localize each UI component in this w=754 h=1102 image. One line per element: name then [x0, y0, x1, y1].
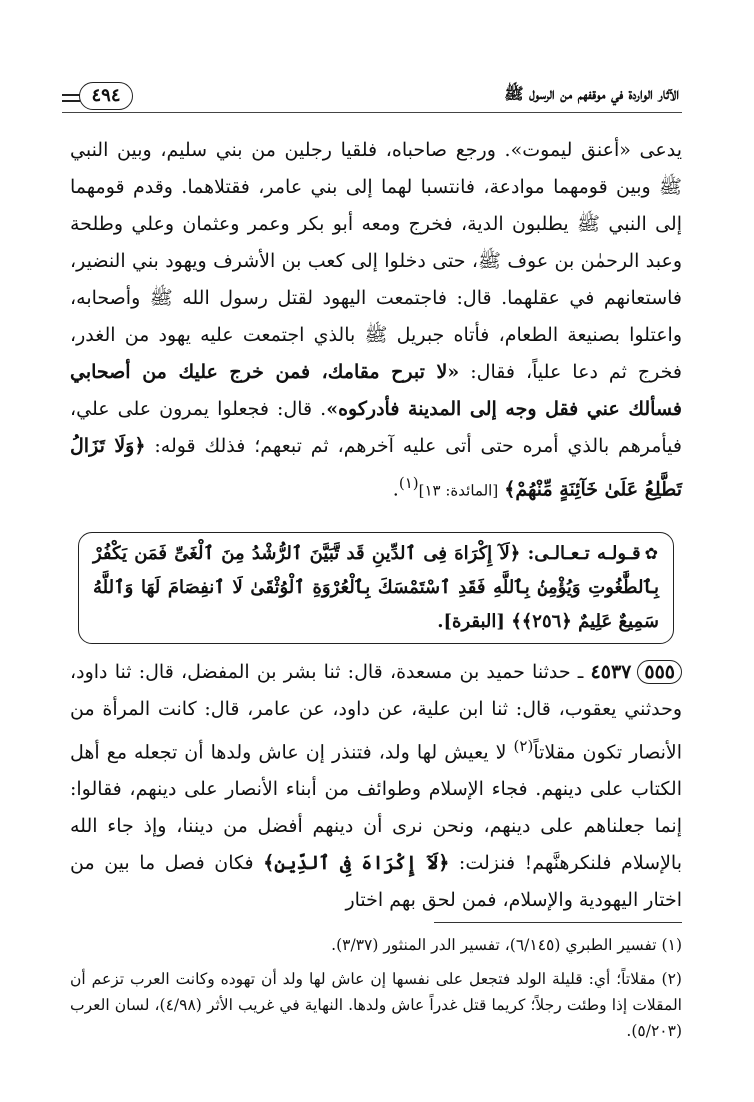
- header-divider: [62, 112, 682, 113]
- footnote-text: تفسير الطبري (٦/١٤٥)، تفسير الدر المنثور (٣/٣٧).: [331, 936, 657, 954]
- verse-heading-box: [78, 532, 674, 644]
- footnotes: [70, 932, 682, 1052]
- page-number: ٤٩٤: [79, 82, 133, 110]
- hadith-text-2: لا يعيش لها ولد، فتنذر إن عاش ولدها أن تجعله مع أهل الكتاب على دينهم. فجاء الإسلام وطوائف من أبناء الأنصار على دينهم، فقالوا: إنما جعلناهم على دينهم، ونحن نرى أن دينهم أفضل من ديننا، وإذ جاء الله بالإسلام فلنكرهنَّهم! فنزلت:: [70, 741, 682, 875]
- running-header: [0, 80, 754, 120]
- footnote-number: (٢): [661, 970, 682, 988]
- footnote-1: [70, 932, 682, 958]
- narration-block-1: [70, 132, 682, 509]
- footnote-2: [70, 966, 682, 1044]
- narration-text-2: . قال: فجعلوا يمرون على علي، فيأمرهم بالذي أمره حتى أتى عليه آخرهم، ثم تبعهم؛ فذلك قوله:: [70, 398, 682, 457]
- quran-verse-inline: ﴿لَآ إِكْرَاهَ فِى ٱلدِّينِ﴾: [263, 852, 450, 875]
- verse-lead: قـولـه تـعـالـى:: [520, 543, 641, 564]
- footnote-mark-2: (٢): [513, 737, 534, 755]
- hadith-text-3: فكان فصل ما بين من اختار اليهودية والإسلام، فمن لحق بهم اختار: [70, 852, 682, 912]
- narration-text: يدعى «أعنق ليموت». ورجع صاحباه، فلقيا رجلين من بني سليم، وبين النبي ﷺ وبين قومهما موادعة، فانتسبا لهما إلى بني عامر، فقتلاهما. وقدم قومهما إلى النبي ﷺ يطلبون الدية، فخرج ومعه أبو بكر وعمر وعثمان وعلي وطلحة وعبد الرحمٰن بن عوف ﷺ، حتى دخلوا إلى كعب بن الأشرف ويهود بني النضير، فاستعانهم في عقلهما. قال: فاجتمعت اليهود لقتل رسول الله ﷺ وأصحابه، واعتلوا بصنيعة الطعام، فأتاه جبريل ﷺ بالذي اجتمعت عليه يهود من الغدر، فخرج ثم دعا علياً، فقال:: [70, 139, 682, 383]
- narration-block-2: [70, 654, 682, 919]
- hadith-id: ٤٥٣٧: [590, 661, 632, 683]
- quran-verse: ﴿وَلَا تَزَالُ تَطَّلِعُ عَلَىٰ خَآئِنَةٍ مِّنْهُمْ﴾: [70, 435, 682, 501]
- hadith-badge: ٥٥٥: [637, 660, 682, 684]
- footnote-number: (١): [661, 936, 682, 954]
- period: .: [392, 478, 399, 501]
- verse-reference: [المائدة: ١٣]: [418, 481, 499, 500]
- running-title: الآثار الواردة في موقفهم من الرسول ﷺ: [504, 84, 679, 103]
- hadith-text-1: ـ حدثنا حميد بن مسعدة، قال: ثنا بشر بن المفضل، قال: ثنا داود، وحدثني يعقوب، قال: ثنا ابن علية، عن داود، عن عامر، قال: كانت المرأة من الأنصار تكون مقلاتاً: [70, 661, 682, 764]
- footnote-text: مقلاتاً؛ أي: قليلة الولد فتجعل على نفسها إن عاش لها ولد أن تهوده وكانت العرب تزعم أن المقلات إذا وطئت رجلاً؛ كريما قتل غدراً عاش ولدها. النهاية في غريب الأثر (٤/٩٨)، لسان العرب (٥/٢٠٣).: [70, 970, 682, 1040]
- footnote-divider: [434, 922, 682, 923]
- verse-surah-ref: [البقرة].: [437, 611, 512, 632]
- header-rule-bottom: [62, 100, 80, 102]
- flower-icon: ✿: [644, 544, 660, 563]
- header-rule-top: [62, 94, 80, 96]
- quran-verse-heading: ﴿لَآ إِكْرَاهَ فِى ٱلدِّينِ قَد تَّبَيَّنَ ٱلرُّشْدُ مِنَ ٱلْغَىِّ فَمَن يَكْفُرْ بِٱلطَّٰغُوتِ وَيُؤْمِنۢ بِٱللَّهِ فَقَدِ ٱسْتَمْسَكَ بِٱلْعُرْوَةِ ٱلْوُثْقَىٰ لَا ٱنفِصَامَ لَهَا وَٱللَّهُ سَمِيعٌ عَلِيمٌ ﴿٢٥٦﴾﴾: [93, 543, 659, 632]
- bold-quote: «لا تبرح مقامك، فمن خرج عليك من أصحابي فسألك عني فقل وجه إلى المدينة فأدركوه»: [70, 361, 682, 420]
- footnote-mark-1: (١): [398, 474, 419, 492]
